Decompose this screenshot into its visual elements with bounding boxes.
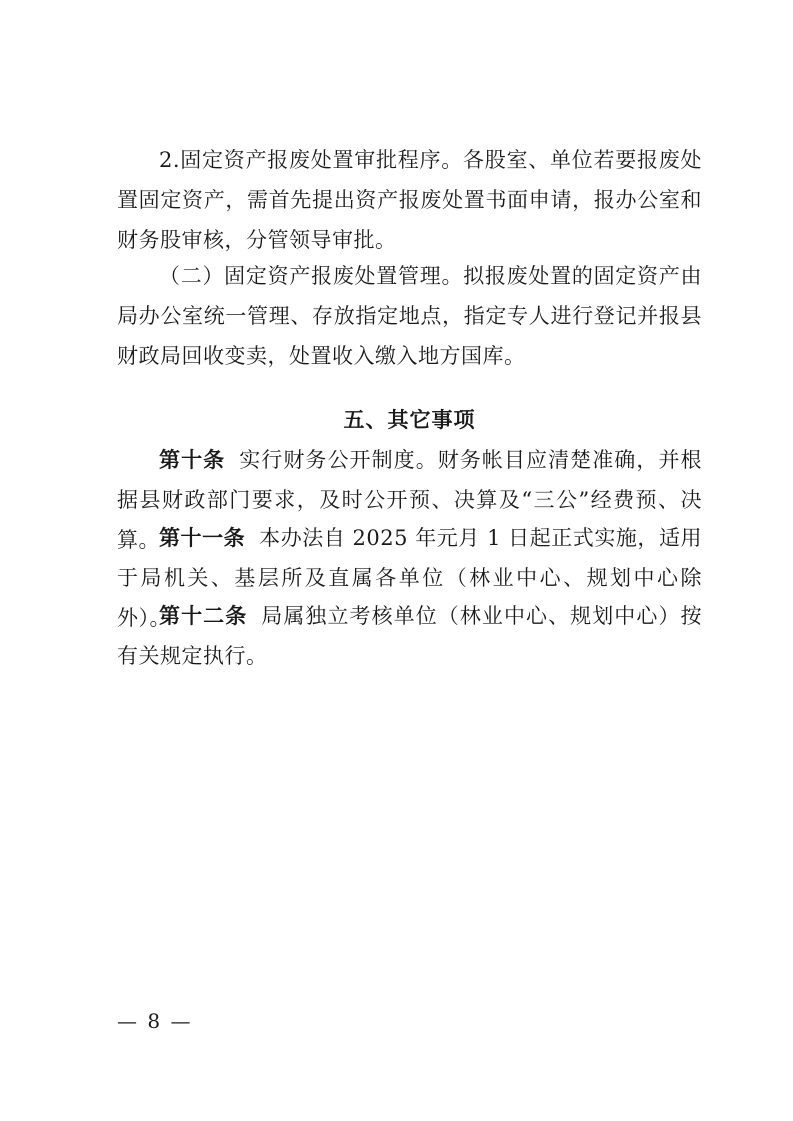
section-title: 五、其它事项 [343, 408, 476, 432]
paragraph-approval-procedure: 2.固定资产报废处置审批程序。各股室、单位若要报废处置固定资产，需首先提出资产报废处置书面申请，报办公室和财务股审核，分管领导审批。 [117, 148, 702, 252]
article-label: 第十二条 [159, 604, 248, 628]
paragraph-disposal-management: （二）固定资产报废处置管理。拟报废处置的固定资产由局办公室统一管理、存放指定地点，指定专人进行登记并报县财政局回收变卖，处置收入缴入地方国库。 [117, 264, 702, 368]
article-label: 第十一条 [159, 526, 246, 550]
article-text: 实行财务公开制度。财务帐目应清楚准确，并根据县财政部门要求，及时公开预、决算及“三公”经费预、决算。 [117, 448, 703, 552]
article-12 [117, 596, 702, 676]
article-text: 本办法自 2025 年元月 1 日起正式实施，适用于局机关、基层所及直属各单位（林业中心、规划中心除外）。 [117, 526, 702, 630]
article-label: 第十条 [159, 448, 226, 472]
page-number: — 8 — [117, 1009, 193, 1033]
article-text: 局属独立考核单位（林业中心、规划中心）按有关规定执行。 [117, 604, 703, 668]
